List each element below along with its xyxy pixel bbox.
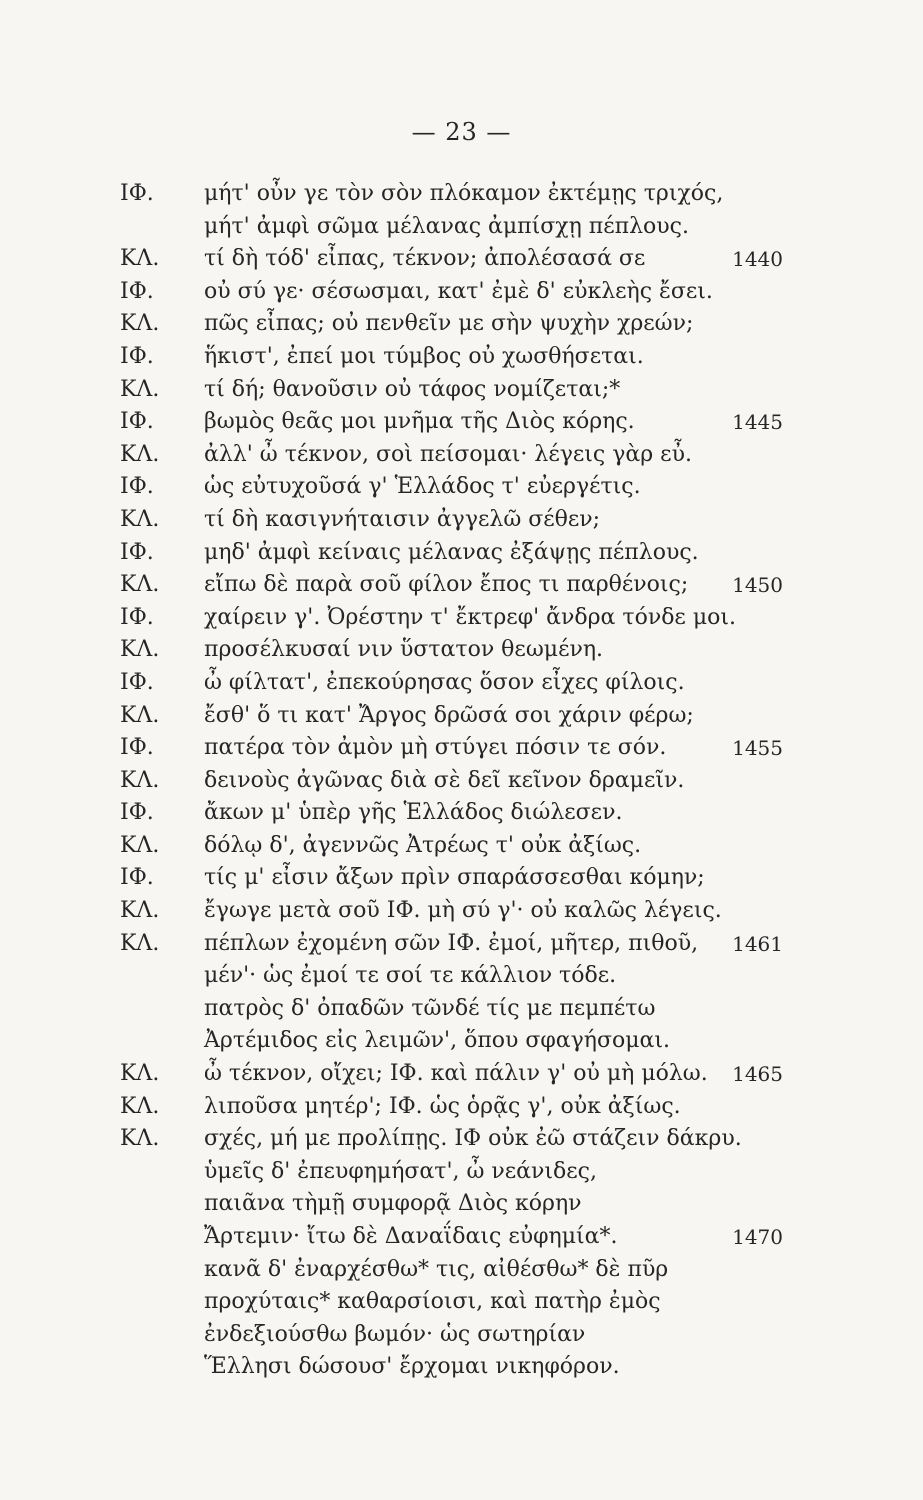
verse-text: τί δὴ κασιγνήταισιν ἀγγελῶ σέθεν; xyxy=(204,506,601,532)
line-number: 1440 xyxy=(732,247,783,272)
speaker-label: ΚΛ. xyxy=(120,246,160,272)
verse-text: οὐ σύ γε· σέσωσμαι, κατ' ἐμὲ δ' εὐκλεὴς ἔσει. xyxy=(204,278,713,304)
speaker-label: ΙΦ. xyxy=(120,474,154,500)
speaker-label: ΙΦ. xyxy=(120,278,154,304)
verse-line xyxy=(0,1188,923,1221)
speaker-label: ΙΦ. xyxy=(120,409,154,435)
line-number: 1465 xyxy=(732,1062,783,1087)
verse-text: μήτ' ἀμφὶ σῶμα μέλανας ἀμπίσχῃ πέπλους. xyxy=(204,213,689,239)
verse-text: ὑμεῖς δ' ἐπευφημήσατ', ὦ νεάνιδες, xyxy=(204,1158,597,1184)
verse-text: Ἀρτέμιδος εἰς λειμῶν', ὅπου σφαγήσομαι. xyxy=(204,1028,671,1054)
verse-text: κανᾶ δ' ἐναρχέσθω* τις, αἰθέσθω* δὲ πῦρ xyxy=(204,1256,669,1282)
verse-text: μηδ' ἀμφὶ κείναις μέλανας ἐξάψῃς πέπλους. xyxy=(204,539,699,565)
verse-text: Ἕλλησι δώσουσ' ἔρχομαι νικηφόρον. xyxy=(204,1354,620,1380)
verse-line xyxy=(0,1319,923,1352)
verse-line xyxy=(0,341,923,374)
verse-text: πατρὸς δ' ὀπαδῶν τῶνδέ τίς με πεμπέτω xyxy=(204,995,656,1021)
speaker-label: ΚΛ. xyxy=(120,441,160,467)
verse-text: βωμὸς θεᾶς μοι μνῆμα τῆς Διὸς κόρης. xyxy=(204,409,635,435)
verse-line xyxy=(0,1123,923,1156)
speaker-label: ΙΦ. xyxy=(120,800,154,826)
speaker-label: ΚΛ. xyxy=(120,767,160,793)
speaker-label: ΚΛ. xyxy=(120,506,160,532)
verse-text: πατέρα τὸν ἀμὸν μὴ στύγει πόσιν τε σόν. xyxy=(204,735,667,761)
verse-line xyxy=(0,276,923,309)
line-number: 1461 xyxy=(732,931,783,956)
verse-line xyxy=(0,374,923,407)
verse-text: λιποῦσα μητέρ'; ΙΦ. ὡς ὁρᾷς γ', οὐκ ἀξίως. xyxy=(204,1093,681,1119)
verse-text: Ἄρτεμιν· ἴτω δὲ Δαναΐδαις εὐφημία*. xyxy=(204,1224,618,1249)
speaker-label: ΚΛ. xyxy=(120,1126,160,1152)
verse-text: τί δὴ τόδ' εἶπας, τέκνον; ἀπολέσασά σε xyxy=(204,246,646,272)
speaker-label: ΚΛ. xyxy=(120,702,160,728)
verse-text: ἥκιστ', ἐπεί μοι τύμβος οὐ χωσθήσεται. xyxy=(204,343,644,369)
verse-text: σχές, μή με προλίπῃς. ΙΦ οὐκ ἐῶ στάζειν δάκρυ. xyxy=(204,1126,742,1152)
verse-text: ἀλλ' ὦ τέκνον, σοὶ πείσομαι· λέγεις γὰρ εὖ. xyxy=(204,441,692,467)
speaker-label: ΚΛ. xyxy=(120,898,160,924)
verse-text: πέπλων ἐχομένη σῶν ΙΦ. ἐμοί, μῆτερ, πιθοῦ, xyxy=(204,930,699,956)
verse-line xyxy=(0,700,923,733)
verse-line xyxy=(0,537,923,570)
speaker-label: ΚΛ. xyxy=(120,637,160,663)
verse-text: ὦ τέκνον, οἴχει; ΙΦ. καὶ πάλιν γ' οὐ μὴ μόλω. xyxy=(204,1061,708,1087)
verse-text: δεινοὺς ἀγῶνας διὰ σὲ δεῖ κεῖνον δραμεῖν. xyxy=(204,767,685,793)
verse-text: τί δή; θανοῦσιν οὐ τάφος νομίζεται;* xyxy=(204,376,621,402)
line-number: 1450 xyxy=(732,573,783,598)
verse-line xyxy=(0,1058,923,1091)
speaker-label: ΚΛ. xyxy=(120,311,160,337)
line-number: 1455 xyxy=(732,736,783,761)
speaker-label: ΚΛ. xyxy=(120,832,160,858)
verse-text: ἔσθ' ὅ τι κατ' Ἄργος δρῶσά σοι χάριν φέρω; xyxy=(204,702,694,728)
speaker-label: ΙΦ. xyxy=(120,669,154,695)
verse-line xyxy=(0,928,923,961)
verse-text: εἴπω δὲ παρὰ σοῦ φίλον ἔπος τι παρθένοις; xyxy=(204,572,689,598)
speaker-label: ΚΛ. xyxy=(120,376,160,402)
speaker-label: ΚΛ. xyxy=(120,1093,160,1119)
verse-line xyxy=(0,1091,923,1124)
verse-line xyxy=(0,993,923,1026)
verse-line xyxy=(0,830,923,863)
verse-text: ἔγωγε μετὰ σοῦ ΙΦ. μὴ σύ γ'· οὐ καλῶς λέγεις. xyxy=(204,898,722,924)
verse-text: μέν'· ὡς ἐμοί τε σοί τε κάλλιον τόδε. xyxy=(204,963,617,989)
verse-text: ἄκων μ' ὑπὲρ γῆς Ἑλλάδος διώλεσεν. xyxy=(204,800,623,826)
verse-line xyxy=(0,471,923,504)
speaker-label: ΙΦ. xyxy=(120,343,154,369)
verse-line xyxy=(0,732,923,765)
verse-text: χαίρειν γ'. Ὀρέστην τ' ἔκτρεφ' ἄνδρα τόνδε μοι. xyxy=(204,604,736,630)
verse-line xyxy=(0,960,923,993)
verse-line xyxy=(0,1286,923,1319)
verse-line xyxy=(0,1254,923,1287)
verse-line xyxy=(0,406,923,439)
speaker-label: ΙΦ. xyxy=(120,735,154,761)
verse-line xyxy=(0,895,923,928)
verse-line xyxy=(0,1221,923,1254)
verse-line xyxy=(0,178,923,211)
speaker-label: ΙΦ. xyxy=(120,604,154,630)
verse-line xyxy=(0,862,923,895)
verse-line xyxy=(0,1025,923,1058)
verse-text: ὡς εὐτυχοῦσά γ' Ἑλλάδος τ' εὐεργέτις. xyxy=(204,474,641,500)
verse-text: ἐνδεξιούσθω βωμόν· ὡς σωτηρίαν xyxy=(204,1321,586,1347)
verse-text: πῶς εἶπας; οὐ πενθεῖν με σὴν ψυχὴν χρεών; xyxy=(204,311,694,337)
verse-lines xyxy=(0,178,923,1384)
verse-line xyxy=(0,634,923,667)
page-number: — 23 — xyxy=(411,118,512,146)
verse-text: προσέλκυσαί νιν ὕστατον θεωμένη. xyxy=(204,637,604,663)
verse-text: παιᾶνα τὴμῇ συμφορᾷ Διὸς κόρην xyxy=(204,1191,582,1217)
verse-text: τίς μ' εἶσιν ἄξων πρὶν σπαράσσεσθαι κόμην; xyxy=(204,865,705,891)
verse-line xyxy=(0,797,923,830)
verse-text: δόλῳ δ', ἀγεννῶς Ἀτρέως τ' οὐκ ἀξίως. xyxy=(204,832,642,858)
verse-text: μήτ' οὖν γε τὸν σὸν πλόκαμον ἐκτέμῃς τριχός, xyxy=(204,181,724,206)
speaker-label: ΚΛ. xyxy=(120,930,160,956)
speaker-label: ΚΛ. xyxy=(120,1061,160,1087)
line-number: 1445 xyxy=(732,410,783,435)
verse-line xyxy=(0,1156,923,1189)
verse-line xyxy=(0,1351,923,1384)
speaker-label: ΙΦ. xyxy=(120,539,154,565)
line-number: 1470 xyxy=(732,1225,783,1249)
verse-text: προχύταις* καθαρσίοισι, καὶ πατὴρ ἐμὸς xyxy=(204,1289,661,1315)
speaker-label: ΚΛ. xyxy=(120,572,160,598)
verse-line xyxy=(0,765,923,798)
verse-line xyxy=(0,569,923,602)
verse-line xyxy=(0,308,923,341)
speaker-label: ΙΦ. xyxy=(120,181,154,206)
verse-line xyxy=(0,211,923,244)
verse-line xyxy=(0,439,923,472)
speaker-label: ΙΦ. xyxy=(120,865,154,891)
verse-line xyxy=(0,243,923,276)
verse-line xyxy=(0,602,923,635)
verse-line xyxy=(0,667,923,700)
verse-line xyxy=(0,504,923,537)
verse-text: ὦ φίλτατ', ἐπεκούρησας ὅσον εἶχες φίλοις. xyxy=(204,669,685,695)
